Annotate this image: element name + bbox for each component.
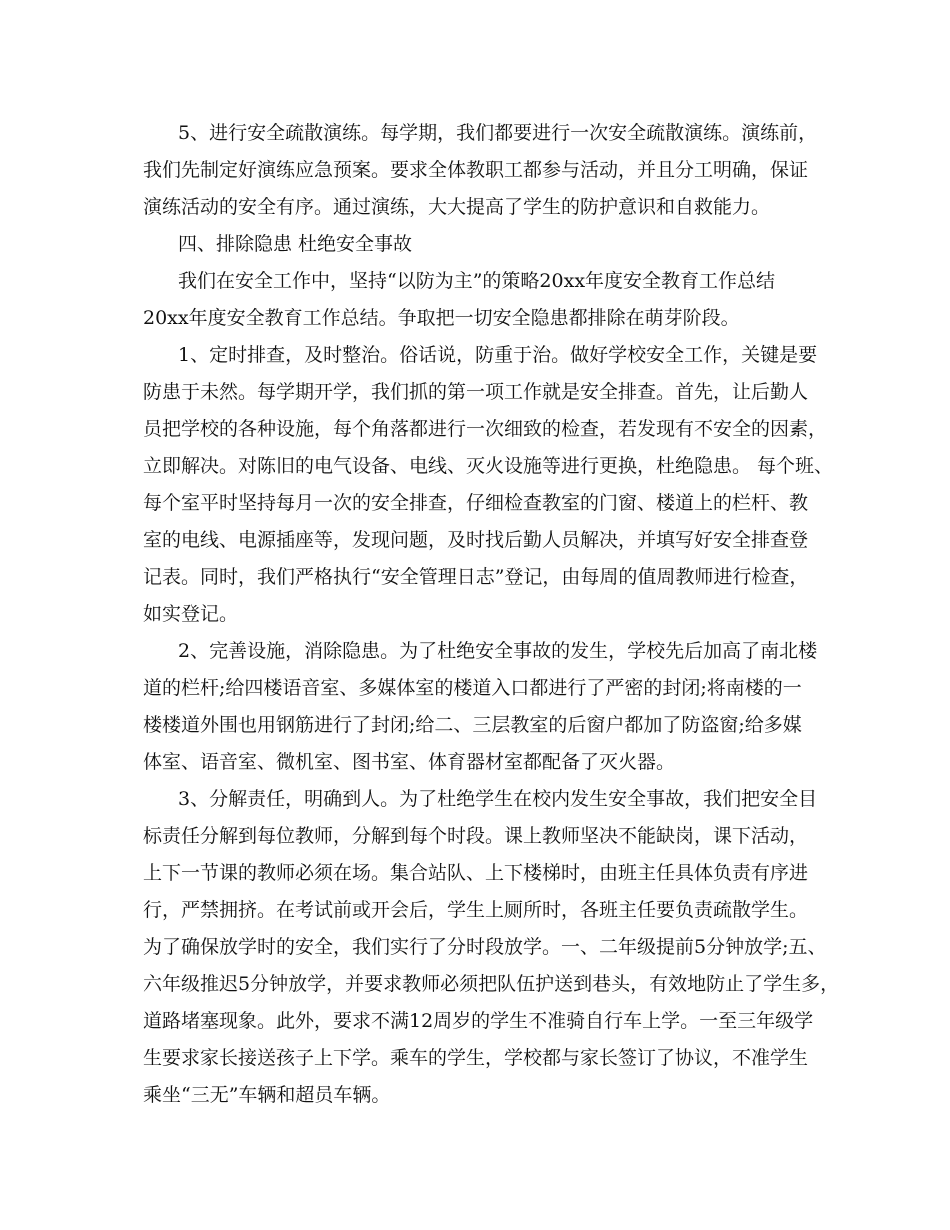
- text-line-2: 我们先制定好演练应急预案。要求全体教职工都参与活动，并且分工明确，保证: [143, 159, 809, 181]
- text-line-7: 1、定时排查，及时整治。俗话说，防重于治。做好学校安全工作，关键是要: [178, 344, 818, 366]
- text-line-24: 六年级推迟5分钟放学，并要求教师必须把队伍护送到巷头，有效地防止了学生多，: [143, 973, 840, 995]
- text-line-22: 行，严禁拥挤。在考试前或开会后，学生上厕所时，各班主任要负责疏散学生。: [143, 899, 809, 921]
- text-line-18: 体室、语音室、微机室、图书室、体育器材室都配备了灭火器。: [143, 751, 676, 773]
- text-line-1: 5、进行安全疏散演练。每学期，我们都要进行一次安全疏散演练。演练前，: [178, 122, 818, 144]
- text-line-21: 上下一节课的教师必须在场。集合站队、上下楼梯时，由班主任具体负责有序进: [143, 862, 809, 884]
- section-heading: 四、排除隐患 杜绝安全事故: [178, 233, 413, 255]
- text-line-19: 3、分解责任，明确到人。为了杜绝学生在校内发生安全事故，我们把安全目: [178, 788, 818, 810]
- text-line-5: 我们在安全工作中，坚持“以防为主”的策略20xx年度安全教育工作总结: [178, 270, 776, 292]
- text-line-26: 生要求家长接送孩子上下学。乘车的学生，学校都与家长签订了协议，不准学生: [143, 1047, 809, 1069]
- text-line-3: 演练活动的安全有序。通过演练，大大提高了学生的防护意识和自救能力。: [143, 196, 771, 218]
- text-line-12: 室的电线、电源插座等，发现问题，及时找后勤人员解决，并填写好安全排查登: [143, 529, 809, 551]
- text-line-13: 记表。同时，我们严格执行“安全管理日志”登记，由每周的值周教师进行检查，: [143, 566, 809, 588]
- text-line-16: 道的栏杆;给四楼语音室、多媒体室的楼道入口都进行了严密的封闭;将南楼的一: [143, 677, 802, 699]
- text-line-15: 2、完善设施，消除隐患。为了杜绝安全事故的发生，学校先后加高了南北楼: [178, 640, 818, 662]
- text-line-25: 道路堵塞现象。此外，要求不满12周岁的学生不准骑自行车上学。一至三年级学: [143, 1010, 814, 1032]
- text-line-17: 楼楼道外围也用钢筋进行了封闭;给二、三层教室的后窗户都加了防盗窗;给多媒: [143, 714, 802, 736]
- text-line-23: 为了确保放学时的安全，我们实行了分时段放学。一、二年级提前5分钟放学;五、: [143, 936, 827, 958]
- text-line-14: 如实登记。: [143, 603, 239, 625]
- text-line-27: 乘坐“三无”车辆和超员车辆。: [143, 1084, 391, 1106]
- text-line-8: 防患于未然。每学期开学，我们抓的第一项工作就是安全排查。首先，让后勤人: [143, 381, 809, 403]
- text-line-11: 每个室平时坚持每月一次的安全排查，仔细检查教室的门窗、楼道上的栏杆、教: [143, 492, 809, 514]
- text-line-20: 标责任分解到每位教师，分解到每个时段。课上教师坚决不能缺岗，课下活动，: [143, 825, 809, 847]
- text-line-6: 20xx年度安全教育工作总结。争取把一切安全隐患都排除在萌芽阶段。: [143, 307, 740, 329]
- text-line-10: 立即解决。对陈旧的电气设备、电线、灭火设施等进行更换，杜绝隐患。 每个班、: [143, 455, 834, 477]
- text-line-9: 员把学校的各种设施，每个角落都进行一次细致的检查，若发现有不安全的因素，: [143, 418, 828, 440]
